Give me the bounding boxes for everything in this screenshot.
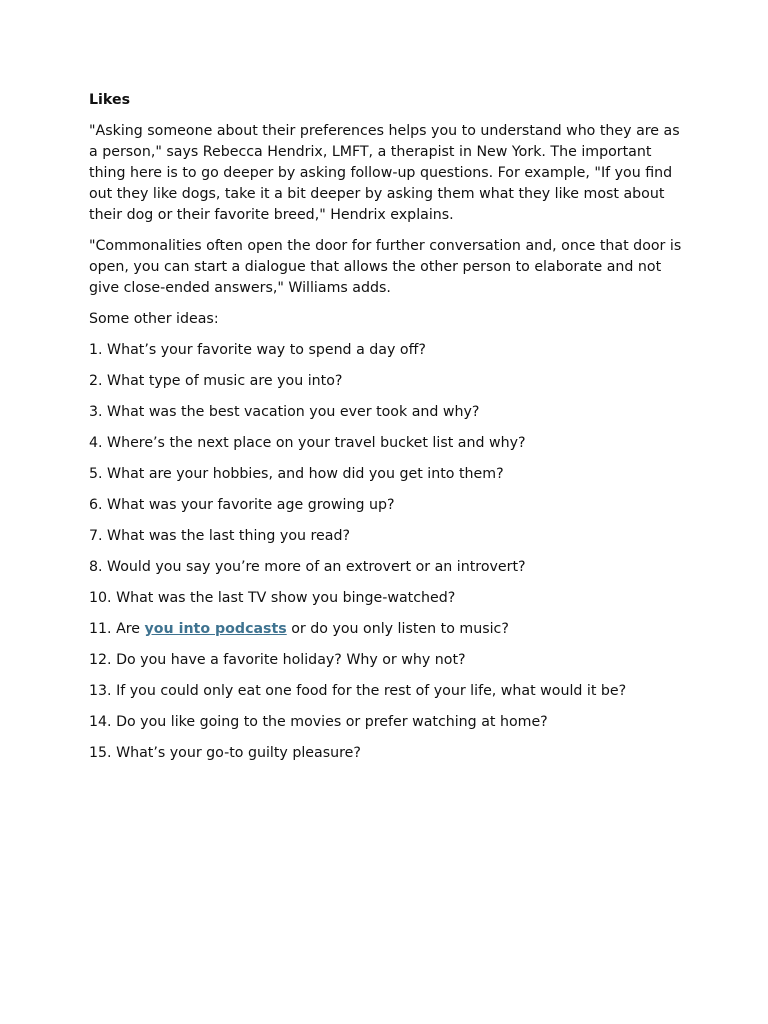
- document-body: [89, 90, 689, 774]
- podcasts-link[interactable]: you into podcasts: [144, 621, 287, 637]
- question-item: 12. Do you have a favorite holiday? Why or why not?: [89, 652, 466, 668]
- question-item: 5. What are your hobbies, and how did you get into them?: [89, 466, 504, 482]
- question-item: 13. If you could only eat one food for the rest of your life, what would it be?: [89, 683, 627, 699]
- question-item: 6. What was your favorite age growing up?: [89, 497, 395, 513]
- paragraph-williams-quote: "Commonalities often open the door for further conversation and, once that door is open, you can start a dialogue that allows the other person to elaborate and not give close-ended answers," Williams adds.: [89, 238, 682, 296]
- question-item: 8. Would you say you’re more of an extrovert or an introvert?: [89, 559, 526, 575]
- question-item: 4. Where’s the next place on your travel bucket list and why?: [89, 435, 526, 451]
- question-item: 1. What’s your favorite way to spend a day off?: [89, 342, 426, 358]
- question-item: 3. What was the best vacation you ever took and why?: [89, 404, 480, 420]
- question-item: 2. What type of music are you into?: [89, 373, 343, 389]
- question-suffix: or do you only listen to music?: [286, 621, 509, 637]
- section-heading: Likes: [89, 92, 131, 108]
- question-item: 15. What’s your go-to guilty pleasure?: [89, 745, 361, 761]
- question-item: 10. What was the last TV show you binge-watched?: [89, 590, 456, 606]
- question-item-podcasts: [89, 619, 689, 640]
- question-item: 7. What was the last thing you read?: [89, 528, 350, 544]
- question-item: 14. Do you like going to the movies or prefer watching at home?: [89, 714, 548, 730]
- ideas-intro: Some other ideas:: [89, 311, 219, 327]
- question-prefix: 11. Are: [89, 621, 145, 637]
- question-list: [89, 340, 689, 764]
- paragraph-hendrix-quote: "Asking someone about their preferences helps you to understand who they are as a person," says Rebecca Hendrix, LMFT, a therapist in New York. The important thing here is to go deeper by asking follow-up questions. For example, "If you find out they like dogs, take it a bit deeper by asking them what they like most about their dog or their favorite breed," Hendrix explains.: [89, 123, 680, 223]
